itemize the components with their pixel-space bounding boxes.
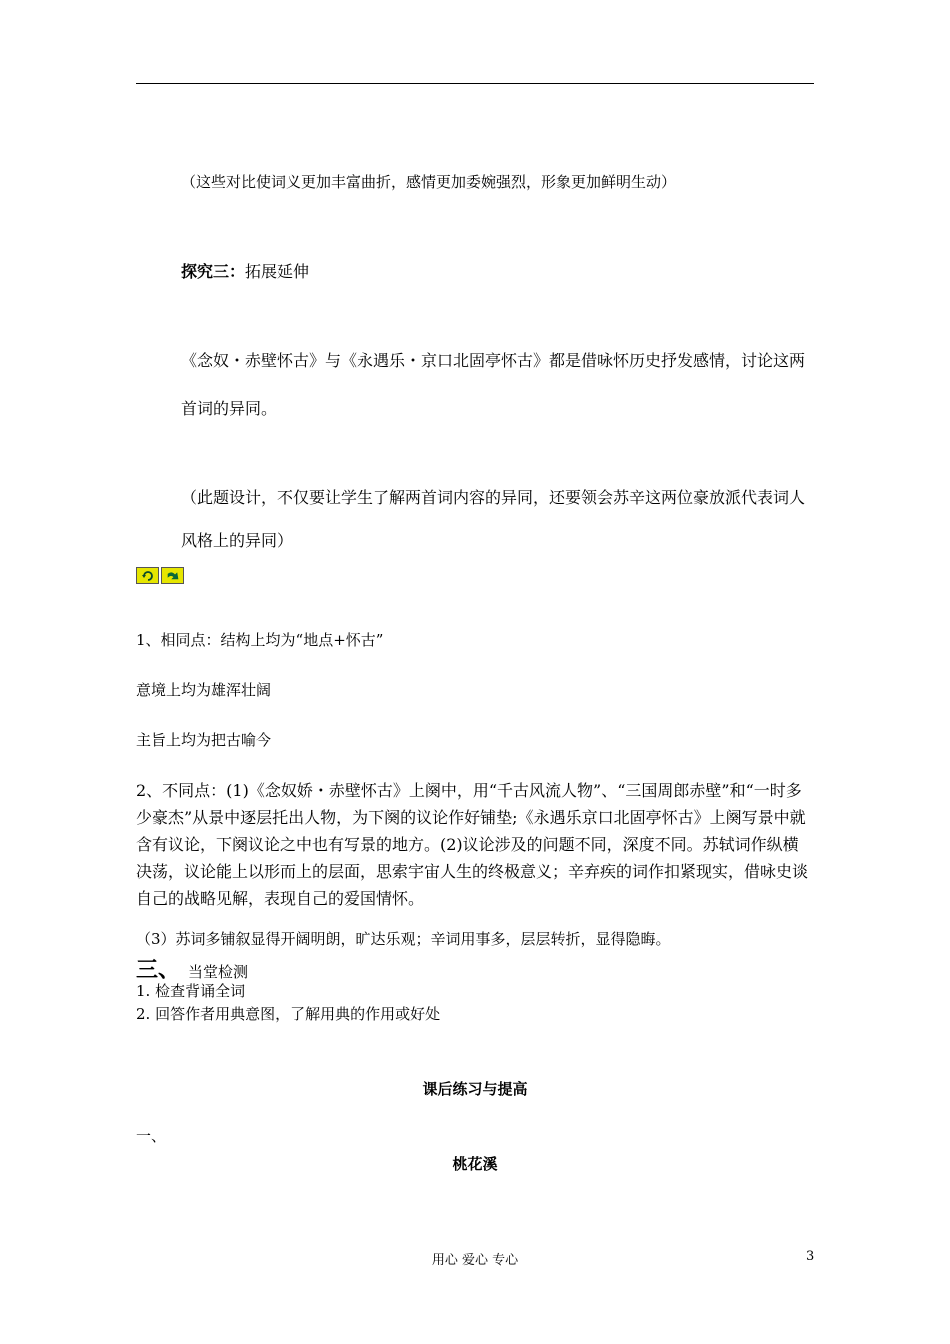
homework-title: 课后练习与提高 (422, 1080, 528, 1098)
same-point-2: 意境上均为雄浑壮阔 (136, 681, 272, 699)
check-item-2: 2. 回答作者用典意图，了解用典的作用或好处 (136, 1005, 441, 1023)
same-point-3: 主旨上均为把古喻今 (136, 731, 272, 749)
question-line-2: 首词的异同。 (181, 399, 278, 418)
note-contrast: （这些对比使词义更加丰富曲折，感情更加委婉强烈，形象更加鲜明生动） (181, 173, 677, 191)
check-item-1: 1. 检查背诵全词 (136, 982, 246, 1000)
explore-three-title: 拓展延伸 (245, 262, 310, 281)
same-point-1: 1、相同点：结构上均为“地点+怀古” (136, 631, 384, 649)
difference-paragraph: 2、不同点：(1)《念奴娇・赤壁怀古》上阕中，用“千古风流人物”、“三国周郎赤壁”和“一时多少豪杰”从景中逐层托出人物，为下阕的议论作好铺垫;《永遇乐京口北固亭怀古》上阕写景中就含有议论，下阕议论之中也有写景的地方。(2)议论涉及的问题不同，深度不同。苏轼词作纵横决荡，议论能上以形而上的层面，思索宇宙人生的终极意义；辛弃疾的词作扣紧现实，借咏史谈自己的战略见解，表现自己的爱国情怀。 (136, 781, 809, 908)
question-line-1: 《念奴・赤壁怀古》与《永遇乐・京口北固亭怀古》都是借咏怀历史抒发感情，讨论这两 (181, 351, 806, 370)
design-note-line-1: （此题设计，不仅要让学生了解两首词内容的异同，还要领会苏辛这两位豪放派代表词人 (181, 488, 806, 507)
design-note-line-2: 风格上的异同） (181, 531, 294, 550)
difference-point-3: （3）苏词多铺叙显得开阔明朗，旷达乐观；辛词用事多，层层转折，显得隐晦。 (136, 930, 671, 948)
explore-three-label: 探究三： (181, 262, 246, 281)
explore-three-heading (181, 262, 309, 282)
page-number: 3 (806, 1249, 815, 1264)
part-one-label: 一、 (136, 1127, 167, 1145)
header-rule (136, 83, 814, 84)
answer-toolbar (136, 567, 184, 584)
forward-arrow-icon[interactable] (161, 567, 184, 584)
section-three-title: 当堂检测 (188, 963, 249, 981)
refresh-icon[interactable] (136, 567, 159, 584)
section-three-number: 三、 (136, 957, 181, 983)
footer-motto: 用心 爱心 专心 (431, 1253, 519, 1268)
poem-title: 桃花溪 (452, 1155, 498, 1173)
section-three-heading (136, 953, 249, 983)
